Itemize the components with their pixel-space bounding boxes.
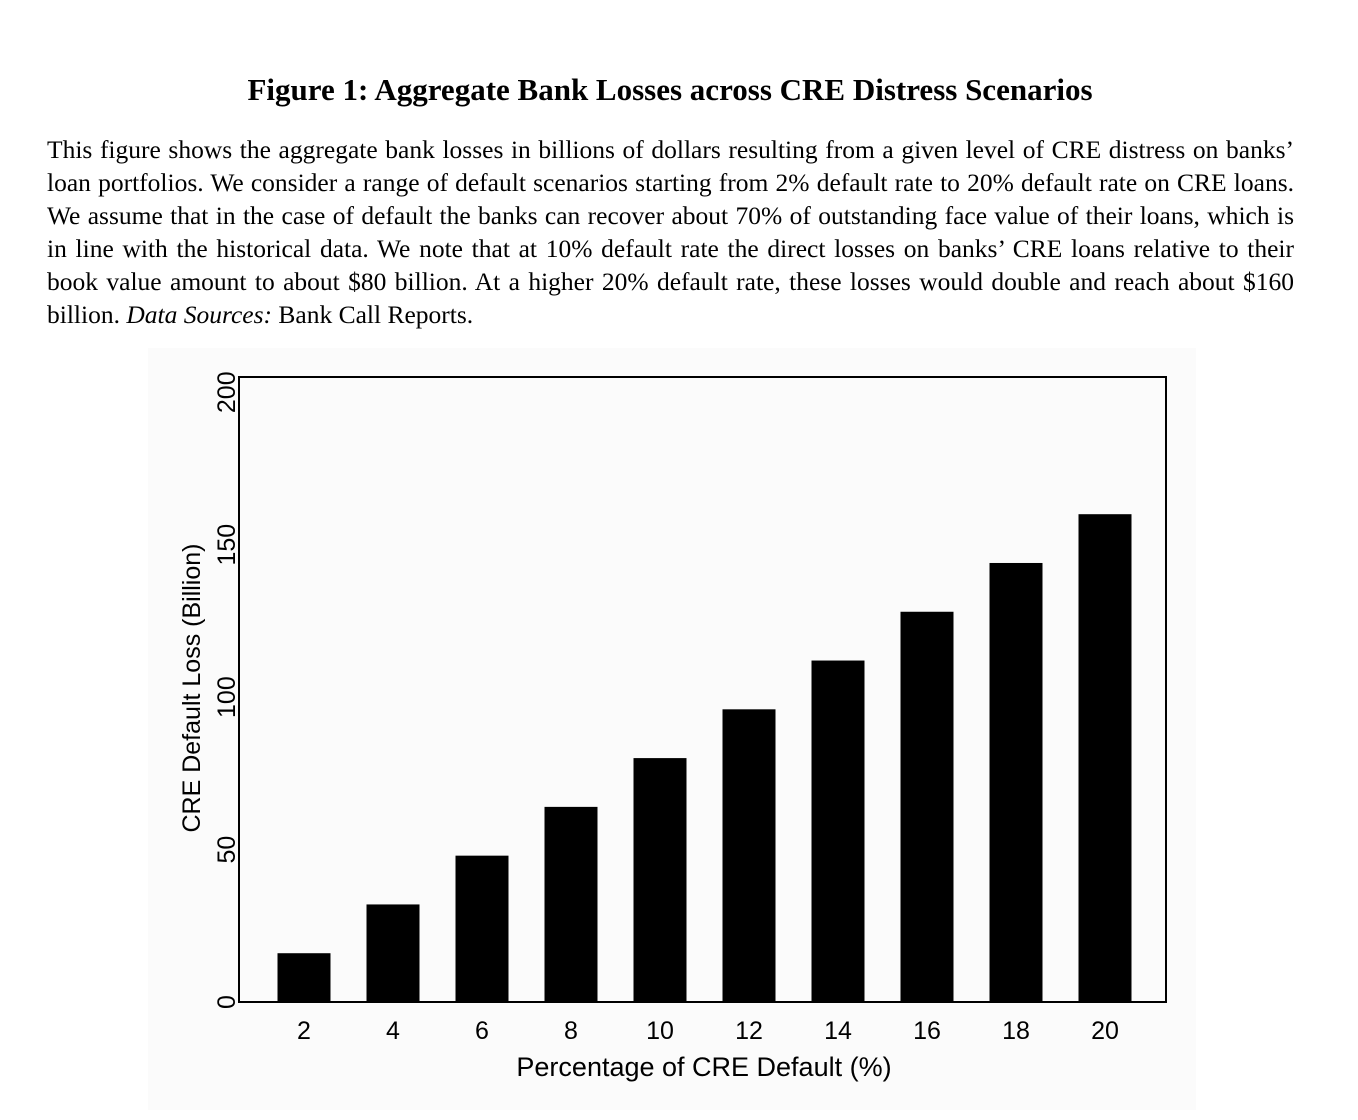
x-axis-label: Percentage of CRE Default (%) xyxy=(516,1052,892,1082)
x-tick-label-10: 10 xyxy=(646,1017,674,1045)
y-tick-label-200: 200 xyxy=(213,371,241,414)
figure-caption xyxy=(47,133,1294,331)
y-tick-label-0: 0 xyxy=(213,995,241,1009)
y-tick-label-150: 150 xyxy=(213,523,241,566)
x-tick-label-12: 12 xyxy=(735,1017,763,1045)
bar-16 xyxy=(901,612,954,1002)
y-tick-label-100: 100 xyxy=(213,676,241,718)
y-tick-label-50: 50 xyxy=(213,835,241,864)
bar-4 xyxy=(367,904,420,1002)
x-tick-label-4: 4 xyxy=(386,1017,400,1045)
caption-sources-value: Bank Call Reports. xyxy=(278,300,474,329)
bar-chart xyxy=(148,348,1196,1110)
x-tick-label-6: 6 xyxy=(475,1017,489,1045)
x-tick-label-14: 14 xyxy=(824,1017,852,1045)
bar-6 xyxy=(456,856,509,1002)
x-tick-label-18: 18 xyxy=(1002,1017,1030,1045)
bar-10 xyxy=(634,758,687,1002)
bar-2 xyxy=(278,953,331,1002)
x-tick-label-16: 16 xyxy=(913,1017,941,1045)
y-axis-ticks xyxy=(213,371,241,1009)
bar-18 xyxy=(990,563,1043,1002)
x-axis-ticks xyxy=(297,1017,1119,1045)
caption-text: This figure shows the aggregate bank losses in billions of dollars resulting from a given level of CRE distress on banks’ loan portfolios. We consider a range of default scenarios starting from 2% default rate to 20% default rate on CRE loans. We assume that in the case of default the banks can recover about 70% of outstanding face value of their loans, which is in line with the historical data. We note that at 10% default rate the direct losses on banks’ CRE loans relative to their book value amount to about $80 billion. At a higher 20% default rate, these losses would double and reach about $160 billion. xyxy=(47,135,1294,329)
bar-group xyxy=(278,514,1132,1002)
x-tick-label-8: 8 xyxy=(564,1017,578,1045)
bar-12 xyxy=(723,709,776,1002)
bar-20 xyxy=(1079,514,1132,1002)
bar-8 xyxy=(545,807,598,1002)
chart-panel xyxy=(148,348,1196,1110)
caption-sources-label: Data Sources: xyxy=(126,300,272,329)
x-tick-label-20: 20 xyxy=(1091,1017,1119,1045)
bar-14 xyxy=(812,661,865,1002)
y-axis-label: CRE Default Loss (Billion) xyxy=(178,543,206,833)
figure-title: Figure 1: Aggregate Bank Losses across CRE Distress Scenarios xyxy=(247,72,1093,107)
x-tick-label-2: 2 xyxy=(297,1017,311,1045)
